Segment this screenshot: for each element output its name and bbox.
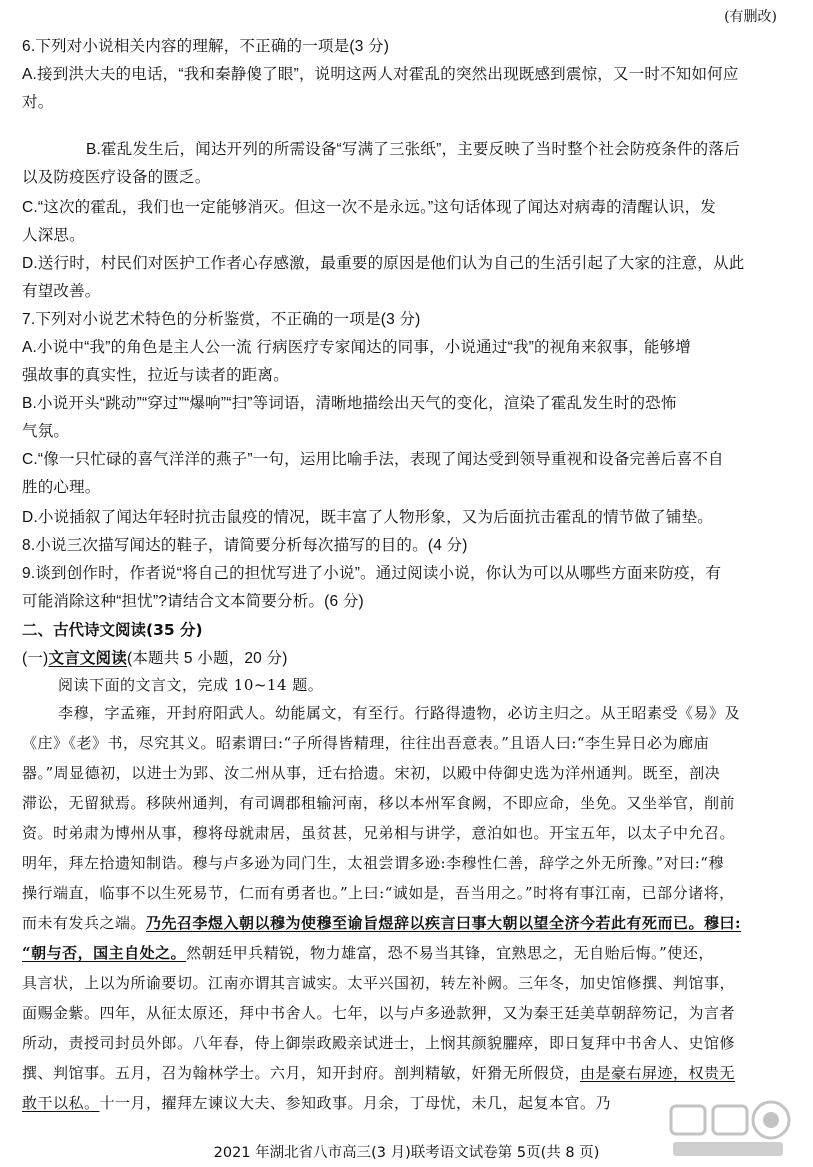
q7-option-b: B.小说开头“跳动”“穿过”“爆响”“扫”等词语，清晰地描绘出天气的变化，渲染了霍乱发生时的恐怖 [22, 395, 677, 412]
q6-option-d-cont: 有望改善。 [22, 283, 101, 300]
subsection-heading [22, 646, 792, 668]
q6-option-a: A.接到洪大夫的电话，“我和秦静傻了眼”，说明这两人对霍乱的突然出现既感到震惊，又一时不知如何应 [22, 66, 739, 83]
passage-line: 资。时弟肃为博州从事，穆将母就肃居，虽贫甚，兄弟相与讲学，意泊如也。开宝五年，以太子中允召。 [22, 824, 736, 842]
q7-option-c-cont: 胜的心理。 [22, 479, 101, 496]
passage-line: 《庄》《老》书，尽究其义。昭素谓曰:“子所得皆精理，往往出吾意表。”且语人曰:“李生异日必为廊庙 [22, 734, 710, 752]
underlined-passage: 由是豪右屏迹，权贵无 [580, 1064, 736, 1082]
passage-text: 撰、判馆事。五月，召为翰林学士。六月，知开封府。剖判精敏，奸猾无所假贷， [22, 1064, 581, 1082]
q6-option-b-cont: 以及防疫医疗设备的匮乏。 [22, 169, 211, 186]
q6-option-c: C.“这次的霍乱，我们也一定能够消灭。但这一次不是永远。”这句话体现了闻达对病毒的清醒认识，发 [22, 199, 716, 216]
q6-option-d: D.送行时，村民们对医护工作者心存感激，最重要的原因是他们认为自己的生活引起了大家的注意，从此 [22, 255, 745, 272]
q7-option-c: C.“像一只忙碌的喜气洋洋的燕子”一句，运用比喻手法，表现了闻达受到领导重视和设备完善后喜不自 [22, 451, 724, 468]
passage-line [22, 1062, 792, 1083]
question-8: 8.小说三次描写闻达的鞋子，请简要分析每次描写的目的。(4 分) [22, 537, 468, 554]
passage-text: 十一月，擢拜左谏议大夫、参知政事。月余，丁母忧，未几，起复本官。乃 [99, 1094, 612, 1112]
subsection-suffix: (本题共 5 小题，20 分) [126, 650, 288, 667]
passage-line: 滞讼，无留狱焉。移陕州通判，有司调郡租输河南，移以本州军食阙，不即应命，坐免。又坐举官，削前 [22, 794, 736, 812]
underlined-passage: “朝与否，国主自处之。 [22, 944, 187, 962]
question-6: 6.下列对小说相关内容的理解，不正确的一项是(3 分) [22, 38, 390, 55]
underlined-passage: 敢干以私。 [22, 1094, 100, 1112]
passage-text: 而未有发兵之端。 [22, 914, 147, 932]
passage-line: 面赐金紫。四年，从征太原还，拜中书舍人。七年，以与卢多逊款狎，又为秦王廷美草朝辞笏记，为言者 [22, 1004, 736, 1022]
subsection-title: 文言文阅读 [48, 650, 127, 667]
question-7: 7.下列对小说艺术特色的分析鉴赏，不正确的一项是(3 分) [22, 311, 421, 328]
q6-option-a-cont: 对。 [22, 94, 54, 111]
section-title: 二、古代诗文阅读(35 分) [22, 621, 203, 639]
header-note: (有删改) [724, 9, 777, 25]
question-9: 9.谈到创作时，作者说“将自己的担忧写进了小说”。通过阅读小说，你认为可以从哪些方面来防疫，有 [22, 565, 722, 582]
q7-option-b-cont: 气氛。 [22, 423, 70, 440]
underlined-passage: 乃先召李煜入朝以穆为使穆至谕旨煜辞以疾言曰事大朝以望全济今若此有死而已。穆曰: [146, 914, 742, 932]
q6-option-c-cont: 人深思。 [22, 227, 85, 244]
passage-line: 所动，责授司封员外郎。八年春，侍上御崇政殿亲试进士，上悯其颜貌臞瘁，即日复拜中书舍人、史馆修 [22, 1034, 736, 1052]
question-9-cont: 可能消除这种“担忧”?请结合文本简要分析。(6 分) [22, 593, 364, 610]
passage-line [22, 912, 792, 933]
q7-option-a: A.小说中“我”的角色是主人公一流 行病医疗专家闻达的同事，小说通过“我”的视角来叙事，能够增 [22, 339, 692, 356]
page-footer: 2021 年湖北省八市高三(3 月)联考语文试卷第 5页(共 8 页) [213, 1145, 600, 1161]
passage-line [22, 942, 792, 963]
subsection-prefix: (一) [22, 650, 49, 667]
passage-line: 明年，拜左拾遗知制诰。穆与卢多逊为同门生，太祖尝谓多逊:李穆性仁善，辞学之外无所豫。”对曰:“穆 [22, 854, 724, 872]
q6-option-b: B.霍乱发生后，闻达开列的所需设备“写满了三张纸”，主要反映了当时整个社会防疫条件的落后 [86, 141, 740, 158]
q7-option-d: D.小说插叙了闻达年轻时抗击鼠疫的情况，既丰富了人物形象，又为后面抗击霍乱的情节做了铺垫。 [22, 509, 714, 526]
passage-line: 具言状，上以为所谕要切。江南亦谓其言诚实。太平兴国初，转左补阙。三年冬，加史馆修撰、判馆事， [22, 974, 736, 992]
q7-option-a-cont: 强故事的真实性，拉近与读者的距离。 [22, 367, 289, 384]
passage-text: 然朝廷甲兵精锐，物力雄富，恐不易当其锋，宜熟思之，无自贻后悔。”使还， [186, 944, 714, 962]
reading-instruction: 阅读下面的文言文，完成 10~14 题。 [58, 676, 324, 694]
passage-line: 李穆，字孟雍，开封府阳武人。幼能属文，有至行。行路得遗物，必访主归之。从王昭素受《易》及 [58, 704, 741, 722]
passage-line: 器。”周显德初，以进士为郢、汝二州从事，迁右拾遗。宋初，以殿中侍御史选为洋州通判。既至，剖决 [22, 764, 721, 782]
passage-line: 操行端直，临事不以生死易节，仁而有勇者也。”上曰:“诚如是，吾当用之。”时将有事江南，已部分诸将， [22, 884, 735, 902]
